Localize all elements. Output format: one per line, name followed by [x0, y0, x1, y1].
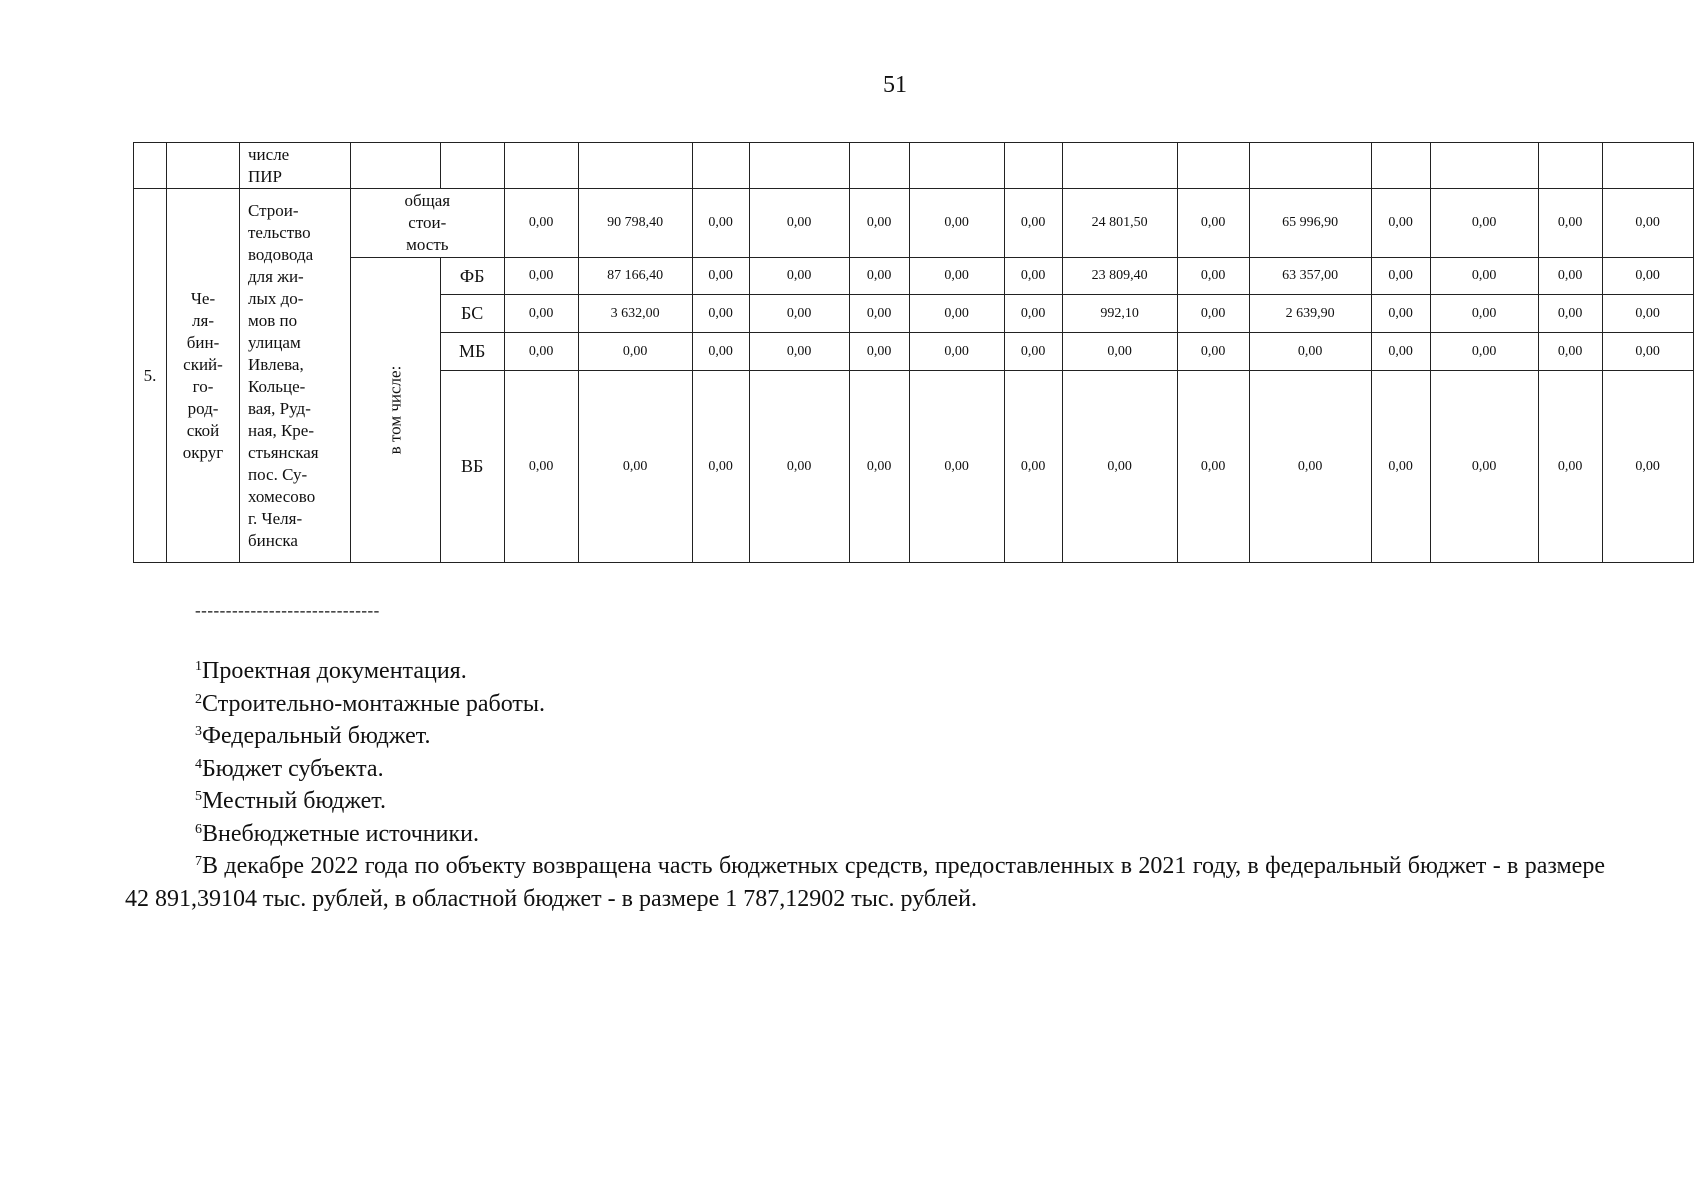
value-cell: 0,00	[849, 333, 909, 371]
object-name-continuation: числе ПИР	[240, 143, 351, 189]
value-cell: 0,00	[1602, 258, 1693, 295]
source-code: ФБ	[440, 258, 504, 295]
value-cell: 0,00	[749, 295, 849, 333]
value-cell: 0,00	[1004, 333, 1062, 371]
value-cell: 0,00	[749, 333, 849, 371]
value-cell: 0,00	[1430, 189, 1538, 258]
table-cell	[440, 143, 504, 189]
footnote-mark: 6	[195, 821, 202, 837]
value-cell: 0,00	[909, 258, 1004, 295]
value-cell: 0,00	[1371, 333, 1430, 371]
page-number: 51	[883, 72, 907, 98]
value-cell: 0,00	[749, 258, 849, 295]
budget-table	[133, 142, 1694, 563]
footnote-mark: 3	[195, 724, 202, 739]
table-cell	[351, 143, 441, 189]
value-cell: 0,00	[849, 295, 909, 333]
value-cell: 0,00	[1538, 189, 1602, 258]
table-row-total	[134, 189, 1694, 258]
value-cell: 0,00	[1004, 371, 1062, 563]
footnote-mark: 7	[195, 854, 202, 869]
value-cell: 0,00	[1430, 333, 1538, 371]
value-cell: 0,00	[1538, 258, 1602, 295]
value-cell: 0,00	[1538, 333, 1602, 371]
footnote-text: Федеральный бюджет.	[202, 723, 431, 749]
value-cell: 0,00	[1062, 333, 1177, 371]
value-cell: 87 166,40	[578, 258, 692, 295]
value-cell: 0,00	[1177, 258, 1249, 295]
value-cell: 0,00	[1538, 295, 1602, 333]
row-number-cell	[134, 189, 167, 563]
footnote-text: Строительно-монтажные работы.	[202, 690, 546, 717]
value-cell: 0,00	[1602, 295, 1693, 333]
source-code: БС	[440, 295, 504, 333]
value-cell: 0,00	[578, 371, 692, 563]
footnotes	[125, 655, 1605, 915]
value-cell: 0,00	[909, 333, 1004, 371]
value-cell: 992,10	[1062, 295, 1177, 333]
value-cell: 0,00	[504, 189, 578, 258]
value-cell: 0,00	[504, 295, 578, 333]
table-cell	[134, 143, 167, 189]
footnote-mark: 5	[195, 789, 202, 804]
value-cell: 0,00	[1177, 371, 1249, 563]
value-cell: 0,00	[504, 258, 578, 295]
value-cell: 23 809,40	[1062, 258, 1177, 295]
footnote	[125, 850, 1605, 915]
value-cell: 0,00	[909, 371, 1004, 563]
value-cell: 0,00	[1371, 258, 1430, 295]
footnote-mark: 4	[195, 756, 202, 772]
value-cell: 0,00	[1004, 258, 1062, 295]
source-code: МБ	[440, 333, 504, 371]
value-cell: 0,00	[692, 295, 749, 333]
municipality-cell: Че- ля- бин- ский- го- род- ской округ	[167, 189, 240, 563]
value-cell: 0,00	[504, 333, 578, 371]
value-cell: 0,00	[692, 258, 749, 295]
value-cell: 0,00	[1602, 371, 1693, 563]
value-cell: 0,00	[849, 189, 909, 258]
value-cell: 2 639,90	[1249, 295, 1371, 333]
value-cell: 24 801,50	[1062, 189, 1177, 258]
footnote	[125, 720, 1605, 753]
footnote-separator: ------------------------------	[195, 601, 380, 620]
table-row	[134, 143, 1694, 189]
value-cell: 0,00	[1430, 295, 1538, 333]
value-cell: 0,00	[1249, 371, 1371, 563]
value-cell: 0,00	[1004, 189, 1062, 258]
row-number: 5.	[143, 365, 157, 385]
footnote	[125, 655, 1605, 688]
value-cell: 0,00	[692, 371, 749, 563]
table-row-fb	[134, 258, 1694, 295]
value-cell: 0,00	[909, 295, 1004, 333]
value-cell: 0,00	[692, 333, 749, 371]
footnote	[125, 818, 1605, 851]
footnote	[125, 688, 1605, 721]
footnote-text: Бюджет субъекта.	[202, 755, 384, 782]
value-cell: 0,00	[1602, 333, 1693, 371]
including-label-cell	[351, 258, 441, 563]
total-cost-label: общая стои- мость	[351, 189, 505, 258]
value-cell: 0,00	[909, 189, 1004, 258]
value-cell: 0,00	[1177, 295, 1249, 333]
source-code: ВБ	[440, 371, 504, 563]
footnote-mark: 2	[195, 691, 202, 707]
value-cell: 0,00	[749, 189, 849, 258]
value-cell: 0,00	[578, 333, 692, 371]
footnote-text: Проектная документация.	[202, 658, 467, 684]
footnote	[125, 785, 1605, 818]
value-cell: 0,00	[1177, 189, 1249, 258]
footnote-text: В декабре 2022 года по объекту возвращена часть бюджетных средств, предоставленных в 2021 году, в федеральный бюджет - в размере 42 891,39104 тыс. рублей, в областной бюджет - в размере 1 787,12902 тыс. рублей.	[125, 853, 1605, 912]
value-cell: 0,00	[849, 371, 909, 563]
value-cell: 0,00	[1062, 371, 1177, 563]
value-cell: 0,00	[1602, 189, 1693, 258]
value-cell: 3 632,00	[578, 295, 692, 333]
footnote-text: Внебюджетные источники.	[202, 820, 479, 847]
value-cell: 0,00	[692, 189, 749, 258]
value-cell: 63 357,00	[1249, 258, 1371, 295]
value-cell: 0,00	[1371, 189, 1430, 258]
value-cell: 0,00	[749, 371, 849, 563]
table-cell	[167, 143, 240, 189]
including-label: в том числе:	[385, 365, 405, 455]
value-cell: 0,00	[1430, 258, 1538, 295]
value-cell: 0,00	[504, 371, 578, 563]
value-cell: 65 996,90	[1249, 189, 1371, 258]
footnote	[125, 753, 1605, 786]
object-name-cell: Строи- тельство водовода для жи- лых до- мов по улицам Ивлева, Кольце- вая, Руд- ная, Кре- стьянская пос. Су- хомесово г. Челя- бинска	[240, 189, 351, 563]
footnote-mark: 1	[195, 659, 202, 674]
value-cell: 0,00	[1371, 295, 1430, 333]
value-cell: 90 798,40	[578, 189, 692, 258]
value-cell: 0,00	[1004, 295, 1062, 333]
value-cell: 0,00	[1430, 371, 1538, 563]
value-cell: 0,00	[1249, 333, 1371, 371]
footnote-text: Местный бюджет.	[202, 788, 386, 814]
value-cell: 0,00	[1371, 371, 1430, 563]
value-cell: 0,00	[1538, 371, 1602, 563]
value-cell: 0,00	[849, 258, 909, 295]
value-cell: 0,00	[1177, 333, 1249, 371]
